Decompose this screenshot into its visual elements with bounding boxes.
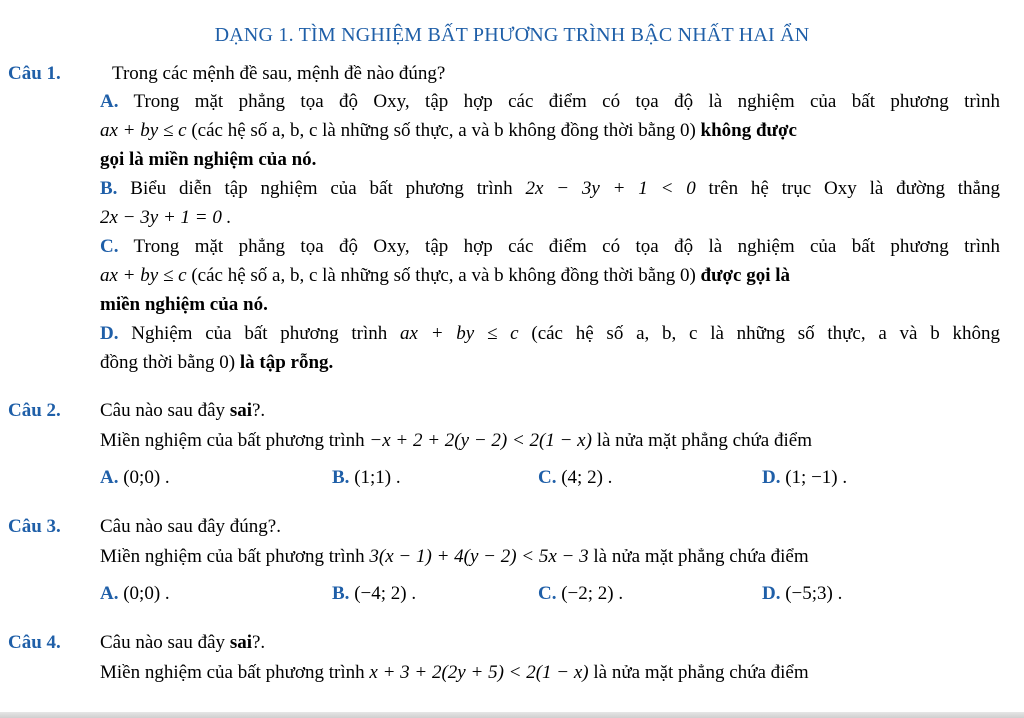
text-suffix: là nửa mặt phẳng chứa điểm <box>591 430 812 451</box>
option-letter: A. <box>100 467 119 488</box>
option-c-line-3: miền nghiệm của nó. <box>100 294 268 315</box>
option-letter: C. <box>100 236 119 257</box>
option-value: (4; 2) . <box>561 467 613 488</box>
option-value: (−5;3) . <box>785 583 843 604</box>
question-4-label: Câu 4. <box>8 632 61 653</box>
inequality-expression: 2x − 3y + 1 < 0 <box>525 178 696 199</box>
question-2-text <box>100 427 812 454</box>
option-d-line-1a: Nghiệm của bất phương trình <box>131 323 401 344</box>
option-letter: D. <box>100 323 119 344</box>
option-a-emphasis: không được <box>700 120 797 141</box>
inequality-expression: ax + by ≤ c <box>100 120 187 141</box>
page-bottom-edge <box>0 712 1024 718</box>
option-value: (−2; 2) . <box>561 583 624 604</box>
option-value: (1; −1) . <box>785 467 848 488</box>
option-b-line-1a: Biểu diễn tập nghiệm của bất phương trình <box>130 178 526 199</box>
question-2-options <box>100 464 1000 494</box>
option-d-emphasis: là tập rỗng. <box>239 352 334 373</box>
question-3-label: Câu 3. <box>8 516 61 537</box>
option-c-line-1: Trong mặt phẳng tọa độ Oxy, tập hợp các điểm có tọa độ là nghiệm của bất phương trình <box>133 236 1000 257</box>
option-d-line-1c: (các hệ số a, b, c là những số thực, a và b không <box>518 323 1000 344</box>
question-3-option-d[interactable] <box>762 580 842 607</box>
stem-text: Câu nào sau đây <box>100 632 230 653</box>
option-value: (0;0) . <box>123 467 170 488</box>
inequality-expression: ax + by ≤ c <box>400 323 519 344</box>
question-2-label: Câu 2. <box>8 400 61 421</box>
question-1-stem: Trong các mệnh đề sau, mệnh đề nào đúng? <box>112 63 446 84</box>
question-3-option-b[interactable] <box>332 580 416 607</box>
option-value: (−4; 2) . <box>354 583 417 604</box>
question-3-stem: Câu nào sau đây đúng?. <box>100 516 281 537</box>
stem-suffix: ?. <box>252 632 266 653</box>
question-1-option-b <box>100 175 1000 233</box>
question-4-stem <box>100 629 265 656</box>
stem-emphasis: sai <box>229 400 252 421</box>
question-2-option-a[interactable] <box>100 464 170 491</box>
text-suffix: là nửa mặt phẳng chứa điểm <box>588 662 809 683</box>
text-prefix: Miền nghiệm của bất phương trình <box>100 662 370 683</box>
option-a-line-3: gọi là miền nghiệm của nó. <box>100 149 317 170</box>
question-3-option-c[interactable] <box>538 580 623 607</box>
stem-suffix: ?. <box>252 400 266 421</box>
stem-text: Câu nào sau đây <box>100 400 230 421</box>
option-letter: C. <box>538 583 557 604</box>
question-2-stem <box>100 397 265 424</box>
option-a-line-1: Trong mặt phẳng tọa độ Oxy, tập hợp các điểm có tọa độ là nghiệm của bất phương trình <box>133 91 1000 112</box>
question-2-option-b[interactable] <box>332 464 401 491</box>
option-letter: D. <box>762 467 781 488</box>
option-letter: B. <box>332 467 350 488</box>
inequality-expression: x + 3 + 2(2y + 5) < 2(1 − x) <box>369 662 589 683</box>
line-equation: 2x − 3y + 1 = 0 . <box>100 207 232 228</box>
option-value: (1;1) . <box>354 467 401 488</box>
question-2-option-d[interactable] <box>762 464 847 491</box>
option-letter: A. <box>100 91 119 112</box>
option-a-line-2: (các hệ số a, b, c là những số thực, a và b không đồng thời bằng 0) <box>186 120 701 141</box>
question-3-text <box>100 543 809 570</box>
question-3-option-a[interactable] <box>100 580 170 607</box>
question-1-option-d <box>100 320 1000 378</box>
option-c-emphasis: được gọi là <box>700 265 791 286</box>
question-4-text <box>100 659 809 686</box>
inequality-expression: −x + 2 + 2(y − 2) < 2(1 − x) <box>369 430 592 451</box>
option-d-line-2a: đồng thời bằng 0) <box>100 352 240 373</box>
inequality-expression: ax + by ≤ c <box>100 265 187 286</box>
inequality-expression: 3(x − 1) + 4(y − 2) < 5x − 3 <box>369 546 589 567</box>
text-prefix: Miền nghiệm của bất phương trình <box>100 546 370 567</box>
option-letter: D. <box>762 583 781 604</box>
option-letter: B. <box>332 583 350 604</box>
question-1-label: Câu 1. <box>8 63 61 84</box>
stem-emphasis: sai <box>229 632 252 653</box>
text-prefix: Miền nghiệm của bất phương trình <box>100 430 370 451</box>
question-3-options <box>100 580 1000 610</box>
option-c-line-2: (các hệ số a, b, c là những số thực, a và b không đồng thời bằng 0) <box>186 265 701 286</box>
option-b-line-1c: trên hệ trục Oxy là đường thẳng <box>695 178 1000 199</box>
option-letter: B. <box>100 178 118 199</box>
option-letter: C. <box>538 467 557 488</box>
question-1-option-c <box>100 233 1000 320</box>
question-1-option-a <box>100 88 1000 175</box>
option-letter: A. <box>100 583 119 604</box>
option-value: (0;0) . <box>123 583 170 604</box>
text-suffix: là nửa mặt phẳng chứa điểm <box>588 546 809 567</box>
section-title: DẠNG 1. TÌM NGHIỆM BẤT PHƯƠNG TRÌNH BẬC NHẤT HAI ẨN <box>214 24 810 46</box>
question-2-option-c[interactable] <box>538 464 612 491</box>
